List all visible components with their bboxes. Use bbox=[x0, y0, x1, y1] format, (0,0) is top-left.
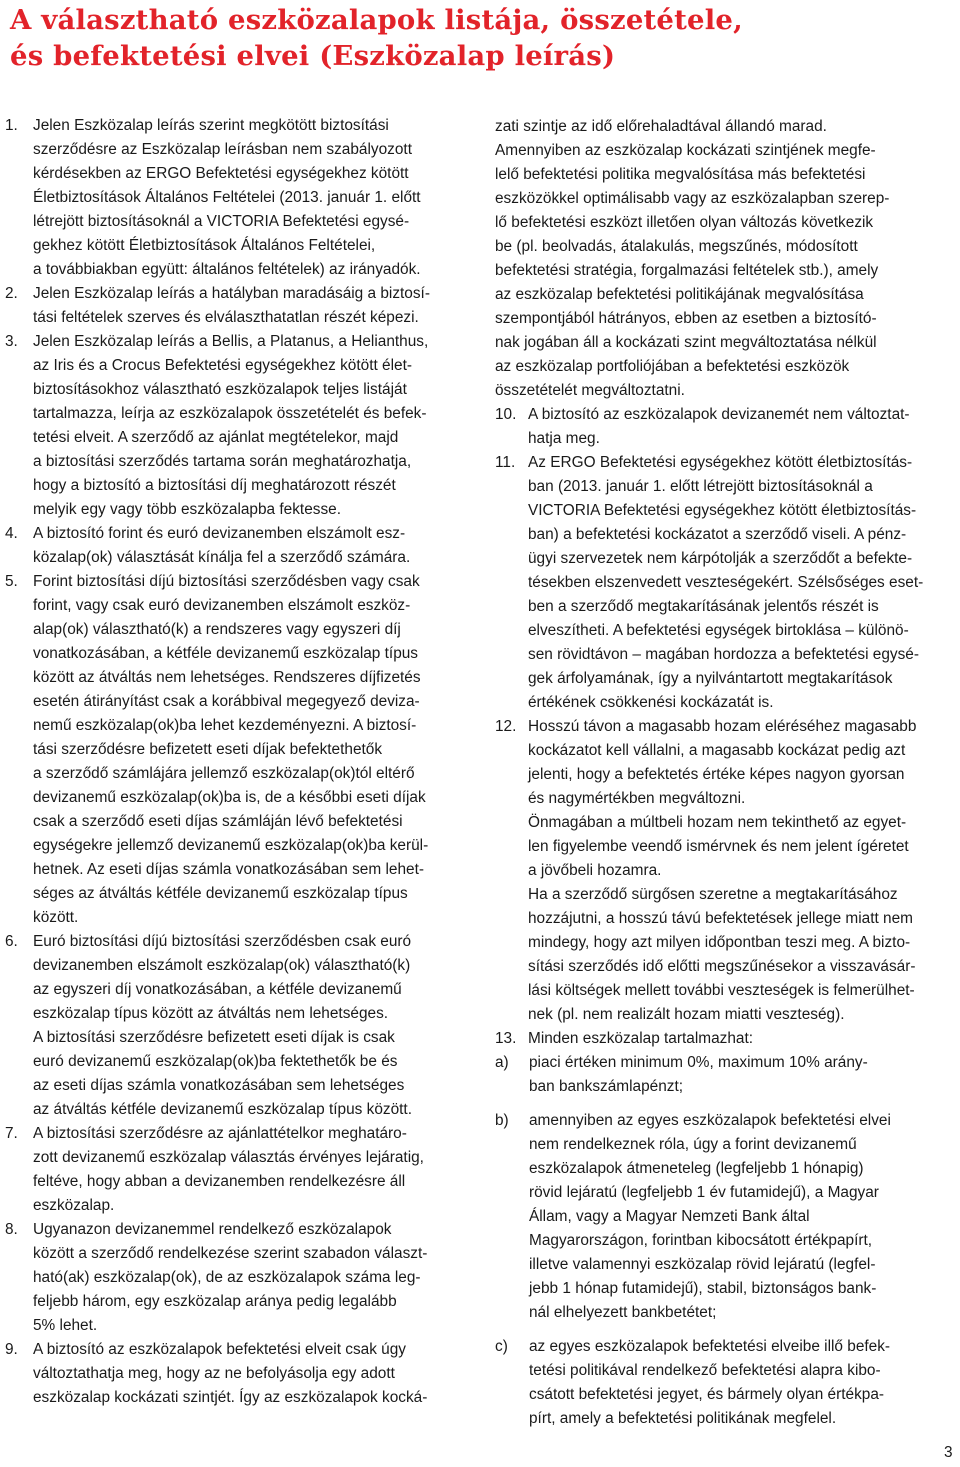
text-line: létrejött biztosításoknál a VICTORIA Befektetési egysé- bbox=[33, 213, 410, 230]
item-text bbox=[528, 451, 957, 715]
text-line: ható(ak) eszközalap(ok), de az eszközalapok száma leg- bbox=[33, 1269, 421, 1286]
text-line: be (pl. beolvadás, átalakulás, megszűnés, módosított bbox=[495, 238, 858, 255]
text-line: lő befektetési eszközt illetően olyan változás következik bbox=[495, 214, 874, 231]
text-line: nek (pl. nem realizált hozam miatti veszteség). bbox=[528, 1006, 845, 1023]
list-item bbox=[495, 403, 957, 451]
text-line: eszközalap kockázati szintjét. Így az eszközalapok kocká- bbox=[33, 1389, 428, 1406]
text-line: ügyi szervezetek nem kárpótolják a szerződőt a befekte- bbox=[528, 550, 913, 567]
item-number: 3. bbox=[5, 333, 18, 350]
text-line: Minden eszközalap tartalmazhat: bbox=[528, 1030, 753, 1047]
text-line: egységekre jellemző devizanemű eszközalap(ok)ba kerül- bbox=[33, 837, 429, 854]
item-number: 8. bbox=[5, 1221, 18, 1238]
text-line: nem rendelkeznek róla, úgy a forint devizanemű bbox=[529, 1136, 857, 1153]
text-line: csak a szerződő eseti díjas számláján lévő befektetési bbox=[33, 813, 403, 830]
sub-item-text bbox=[529, 1335, 957, 1431]
text-line: nemű eszközalap(ok)ba lehet kezdeményezni. A biztosí- bbox=[33, 717, 417, 734]
text-line: A biztosító az eszközalapok devizanemét nem változtat- bbox=[528, 406, 910, 423]
text-line: szerződésre az Eszközalap leírásban nem szabályozott bbox=[33, 141, 412, 158]
text-line: Magyarországon, forintban kibocsátott értékpapírt, bbox=[529, 1232, 873, 1249]
text-line: A biztosító az eszközalapok befektetési elveit csak úgy bbox=[33, 1341, 406, 1358]
title-line: és befektetési elvei (Eszközalap leírás) bbox=[10, 40, 616, 72]
text-line: Ha a szerződő sürgősen szeretne a megtakarításához bbox=[528, 886, 898, 903]
item-text bbox=[33, 522, 470, 570]
item-number: 1. bbox=[5, 117, 18, 134]
item-text bbox=[528, 403, 957, 451]
text-line: kockázatot kell vállalni, a magasabb kockázat pedig azt bbox=[528, 742, 906, 759]
sub-item-letter: b) bbox=[495, 1112, 509, 1129]
text-line: kérdésekben az ERGO Befektetési egységekhez kötött bbox=[33, 165, 409, 182]
text-line: az eszközalap portfoliójában a befektetési eszközök bbox=[495, 358, 850, 375]
text-line: az eszközalap befektetési politikájának megvalósítása bbox=[495, 286, 864, 303]
text-line: eszközalap típus között az átváltás nem lehetséges. bbox=[33, 1005, 389, 1022]
item-text bbox=[33, 570, 470, 930]
item-text bbox=[33, 1338, 470, 1410]
item-number: 4. bbox=[5, 525, 18, 542]
item-number: 10. bbox=[495, 406, 517, 423]
sub-item-letter: c) bbox=[495, 1338, 508, 1355]
list-item bbox=[495, 715, 957, 1027]
text-line: az átváltás kétféle devizanemű eszközalap típus között. bbox=[33, 1101, 412, 1118]
text-line: A biztosítási szerződésre az ajánlattételkor meghatáro- bbox=[33, 1125, 407, 1142]
text-line: rövid lejáratú (legfeljebb 1 év futamidejű), a Magyar bbox=[529, 1184, 879, 1201]
spacer bbox=[495, 1325, 957, 1335]
text-line: séges az átváltás kétféle devizanemű eszközalap típus bbox=[33, 885, 408, 902]
text-line: eszközalapok átmeneteleg (legfeljebb 1 hónapig) bbox=[529, 1160, 864, 1177]
text-line: befektetési stratégia, forgalmazási feltételek stb.), amely bbox=[495, 262, 879, 279]
sub-item bbox=[495, 1051, 957, 1099]
sub-item bbox=[495, 1335, 957, 1431]
text-line: tási szerződésre befizetett eseti díjak befektethetők bbox=[33, 741, 383, 758]
list-item bbox=[0, 930, 470, 1122]
sub-item-letter: a) bbox=[495, 1054, 509, 1071]
text-line: ban bankszámlapénzt; bbox=[529, 1078, 684, 1095]
sub-item bbox=[495, 1109, 957, 1325]
text-line: VICTORIA Befektetési egységekhez kötött életbiztosítás- bbox=[528, 502, 917, 519]
page-number: 3 bbox=[944, 1444, 953, 1461]
text-line: mindegy, hogy azt milyen időpontban teszi meg. A bizto- bbox=[528, 934, 911, 951]
item-number: 5. bbox=[5, 573, 18, 590]
text-line: sen rövidtávon – magában hordozza a befektetési egysé- bbox=[528, 646, 919, 663]
text-line: esetén átirányítást csak a korábbival megegyező deviza- bbox=[33, 693, 420, 710]
item-text bbox=[33, 1218, 470, 1338]
right-column bbox=[495, 115, 957, 1431]
text-line: eszközalap. bbox=[33, 1197, 115, 1214]
text-line: hatja meg. bbox=[528, 430, 600, 447]
text-line: Jelen Eszközalap leírás szerint megkötött biztosítási bbox=[33, 117, 389, 134]
text-line: zati szintje az idő előrehaladtával állandó marad. bbox=[495, 118, 827, 135]
text-line: piaci értéken minimum 0%, maximum 10% arány- bbox=[529, 1054, 868, 1071]
text-line: vonatkozásában, a kétféle devizanemű eszközalap típus bbox=[33, 645, 419, 662]
text-line: az Iris és a Crocus Befektetési egységekhez kötött élet- bbox=[33, 357, 412, 374]
text-line: nak jogában áll a kockázati szint megváltoztatása nélkül bbox=[495, 334, 877, 351]
text-line: feltéve, hogy abban a devizanemben rendelkezésre áll bbox=[33, 1173, 406, 1190]
text-line: feljebb három, egy eszközalap aránya pedig legalább bbox=[33, 1293, 397, 1310]
list-item bbox=[495, 1027, 957, 1051]
item-number: 6. bbox=[5, 933, 18, 950]
item-number: 2. bbox=[5, 285, 18, 302]
text-line: csátott befektetési jegyet, és bármely olyan értékpa- bbox=[529, 1386, 885, 1403]
text-line: az egyszeri díj vonatkozásában, a kétféle devizanemű bbox=[33, 981, 402, 998]
text-line: ban (2013. január 1. előtt létrejött biztosításoknál a bbox=[528, 478, 873, 495]
text-line: jelenti, hogy a befektetés értéke képes nagyon gyorsan bbox=[528, 766, 905, 783]
text-line: a jövőbeli hozamra. bbox=[528, 862, 662, 879]
text-line: sítási szerződés idő előtti megszűnésekor a visszavásár- bbox=[528, 958, 916, 975]
item-text bbox=[528, 715, 957, 1027]
text-line: között. bbox=[33, 909, 79, 926]
text-line: között az átváltás nem lehetséges. Rendszeres díjfizetés bbox=[33, 669, 421, 686]
text-line: alap(ok) választható(k) a rendszeres vagy egyszeri díj bbox=[33, 621, 401, 638]
text-line: tésekben elszenvedett veszteségekért. Szélsőséges eset- bbox=[528, 574, 924, 591]
text-line: eszközökkel optimálisabb vagy az eszközalapban szerep- bbox=[495, 190, 890, 207]
text-line: A biztosító forint és euró devizanemben elszámolt esz- bbox=[33, 525, 406, 542]
list-item bbox=[0, 1218, 470, 1338]
text-line: melyik egy vagy több eszközalapba fektesse. bbox=[33, 501, 341, 518]
text-line: devizanemű eszközalap(ok)ba is, de a későbbi eseti díjak bbox=[33, 789, 426, 806]
text-line: tartalmazza, leírja az eszközalapok összetételét és befek- bbox=[33, 405, 427, 422]
item-number: 9. bbox=[5, 1341, 18, 1358]
text-line: zott devizanemű eszközalap választás érvényes lejáratig, bbox=[33, 1149, 424, 1166]
item-number: 13. bbox=[495, 1030, 517, 1047]
text-line: biztosításokhoz választható eszközalapok teljes listáját bbox=[33, 381, 407, 398]
text-line: összetételét megváltoztatni. bbox=[495, 382, 685, 399]
list-item bbox=[0, 114, 470, 282]
text-line: len figyelembe veendő ismérvnek és nem jelent ígéretet bbox=[528, 838, 909, 855]
item-number: 7. bbox=[5, 1125, 18, 1142]
text-line: devizanemben elszámolt eszközalap(ok) választható(k) bbox=[33, 957, 411, 974]
text-line: ban) a befektetési kockázatot a szerződő viseli. A pénz- bbox=[528, 526, 907, 543]
text-line: változtathatja meg, hogy az ne befolyásolja egy adott bbox=[33, 1365, 395, 1382]
text-line: az egyes eszközalapok befektetési elveibe illő befek- bbox=[529, 1338, 891, 1355]
text-line: között a szerződő rendelkezése szerint szabadon választ- bbox=[33, 1245, 428, 1262]
text-line: gekhez kötött Életbiztosítások Általános Feltételei, bbox=[33, 237, 376, 254]
text-line: elveszítheti. A befektetési egységek birtoklása – különö- bbox=[528, 622, 909, 639]
sub-item-text bbox=[529, 1051, 957, 1099]
text-line: forint, vagy csak euró devizanemben elszámolt eszköz- bbox=[33, 597, 411, 614]
text-line: nál elhelyezett bankbetétet; bbox=[529, 1304, 717, 1321]
list-item bbox=[0, 282, 470, 330]
text-line: A biztosítási szerződésre befizetett eseti díjak is csak bbox=[33, 1029, 395, 1046]
list-item bbox=[0, 1122, 470, 1218]
text-line: Amennyiben az eszközalap kockázati szintjének megfe- bbox=[495, 142, 876, 159]
text-line: pírt, amely a befektetési politikának megfelel. bbox=[529, 1410, 837, 1427]
item-number: 12. bbox=[495, 718, 517, 735]
text-line: a szerződő számlájára jellemző eszközalap(ok)tól eltérő bbox=[33, 765, 415, 782]
text-line: hozzájutni, a hosszú távú befektetések jellege miatt nem bbox=[528, 910, 913, 927]
text-line: lási költségek mellett további veszteségek is felmerülhet- bbox=[528, 982, 915, 999]
sub-item-text bbox=[529, 1109, 957, 1325]
title-line: A választható eszközalapok listája, összetétele, bbox=[10, 4, 743, 36]
text-line: Állam, vagy a Magyar Nemzeti Bank által bbox=[529, 1208, 810, 1225]
text-line: Euró biztosítási díjú biztosítási szerződésben csak euró bbox=[33, 933, 412, 950]
text-line: lelő befektetési politika megvalósítása más befektetési bbox=[495, 166, 866, 183]
list-item bbox=[0, 570, 470, 930]
text-line: a biztosítási szerződés tartama során meghatározhatja, bbox=[33, 453, 412, 470]
text-line: tetési elveit. A szerződő az ajánlat megtételekor, majd bbox=[33, 429, 399, 446]
spacer bbox=[495, 1099, 957, 1109]
text-line: illetve valamennyi eszközalap rövid lejáratú (legfel- bbox=[529, 1256, 876, 1273]
text-line: szempontjából hátrányos, ebben az esetben a biztosító- bbox=[495, 310, 877, 327]
text-line: Önmagában a múltbeli hozam nem tekinthető az egyet- bbox=[528, 814, 907, 831]
continuation-paragraph bbox=[495, 115, 957, 403]
list-item bbox=[0, 1338, 470, 1410]
text-line: amennyiben az egyes eszközalapok befektetési elvei bbox=[529, 1112, 891, 1129]
text-line: az eseti díjas számla vonatkozásában sem lehetséges bbox=[33, 1077, 405, 1094]
text-line: 5% lehet. bbox=[33, 1317, 98, 1334]
text-line: euró devizanemű eszközalap(ok)ba fektethetők be és bbox=[33, 1053, 398, 1070]
text-line: tási feltételek szerves és elválaszthatatlan részét képezi. bbox=[33, 309, 419, 326]
right-numbered-list bbox=[495, 403, 957, 1051]
text-line: Ugyanazon devizanemmel rendelkező eszközalapok bbox=[33, 1221, 392, 1238]
item-text bbox=[33, 930, 470, 1122]
text-line: gek árfolyamának, így a nyilvántartott megtakarítások bbox=[528, 670, 893, 687]
text-line: Hosszú távon a magasabb hozam eléréséhez magasabb bbox=[528, 718, 917, 735]
text-line: közalap(ok) választását kínálja fel a szerződő számára. bbox=[33, 549, 411, 566]
text-line: és nagymértékben megváltozni. bbox=[528, 790, 746, 807]
item-text bbox=[528, 1027, 957, 1051]
text-line: Életbiztosítások Általános Feltételei (2013. január 1. előtt bbox=[33, 189, 421, 206]
text-line: Jelen Eszközalap leírás a Bellis, a Platanus, a Helianthus, bbox=[33, 333, 429, 350]
text-line: Az ERGO Befektetési egységekhez kötött életbiztosítás- bbox=[528, 454, 913, 471]
text-line: hogy a biztosító a biztosítási díj meghatározott részét bbox=[33, 477, 396, 494]
text-line: a továbbiakban együtt: általános feltételek) az irányadók. bbox=[33, 261, 421, 278]
text-line: Forint biztosítási díjú biztosítási szerződésben vagy csak bbox=[33, 573, 420, 590]
text-line: hetnek. Az eseti díjas számla vonatkozásában sem lehet- bbox=[33, 861, 424, 878]
list-item bbox=[495, 451, 957, 715]
list-item bbox=[0, 330, 470, 522]
list-item bbox=[0, 522, 470, 570]
sub-item-list bbox=[495, 1051, 957, 1431]
item-text bbox=[33, 114, 470, 282]
page-title bbox=[10, 2, 950, 74]
left-column bbox=[0, 114, 470, 1410]
item-number: 11. bbox=[495, 454, 516, 471]
text-line: tetési politikával rendelkező befektetési alapra kibo- bbox=[529, 1362, 881, 1379]
item-text bbox=[33, 282, 470, 330]
text-line: jebb 1 hónap futamidejű), stabil, biztonságos bank- bbox=[529, 1280, 877, 1297]
text-line: értékének csökkenési kockázatát is. bbox=[528, 694, 774, 711]
text-line: ben a szerződő megtakarításának jelentős részét is bbox=[528, 598, 879, 615]
item-text bbox=[33, 1122, 470, 1218]
item-text bbox=[33, 330, 470, 522]
text-line: Jelen Eszközalap leírás a hatályban maradásáig a biztosí- bbox=[33, 285, 430, 302]
